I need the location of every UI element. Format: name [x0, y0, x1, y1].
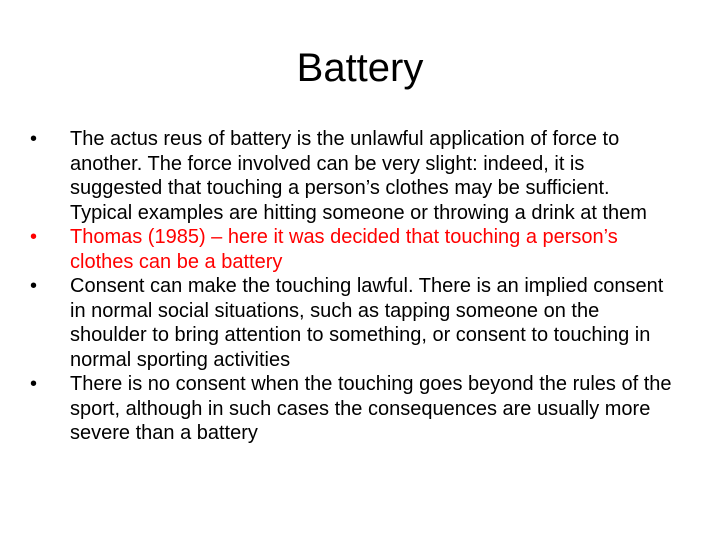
- bullet-item-no-consent: [26, 372, 676, 446]
- bullet-text: There is no consent when the touching goes beyond the rules of the sport, although in such cases the consequences are usually more severe than a battery: [70, 373, 672, 444]
- bullet-icon: •: [30, 226, 38, 248]
- slide-title: Battery: [296, 46, 424, 90]
- bullet-text: Consent can make the touching lawful. There is an implied consent in normal social situations, such as tapping someone on the shoulder to bring attention to something, or consent to touching in normal sporting activities: [70, 275, 664, 371]
- bullet-list: [26, 127, 676, 446]
- bullet-item-actus-reus: [26, 127, 676, 225]
- bullet-text: Thomas (1985) – here it was decided that touching a person’s clothes can be a battery: [70, 226, 618, 273]
- bullet-icon: •: [30, 275, 38, 297]
- bullet-icon: •: [30, 373, 38, 395]
- bullet-text: The actus reus of battery is the unlawful application of force to another. The force involved can be very slight: indeed, it is suggested that touching a person’s clothes may be sufficient. Typical examples are hitting someone or throwing a drink at them: [70, 128, 647, 224]
- bullet-item-consent: [26, 274, 676, 372]
- bullet-item-thomas-case: [26, 225, 676, 274]
- bullet-icon: •: [30, 128, 38, 150]
